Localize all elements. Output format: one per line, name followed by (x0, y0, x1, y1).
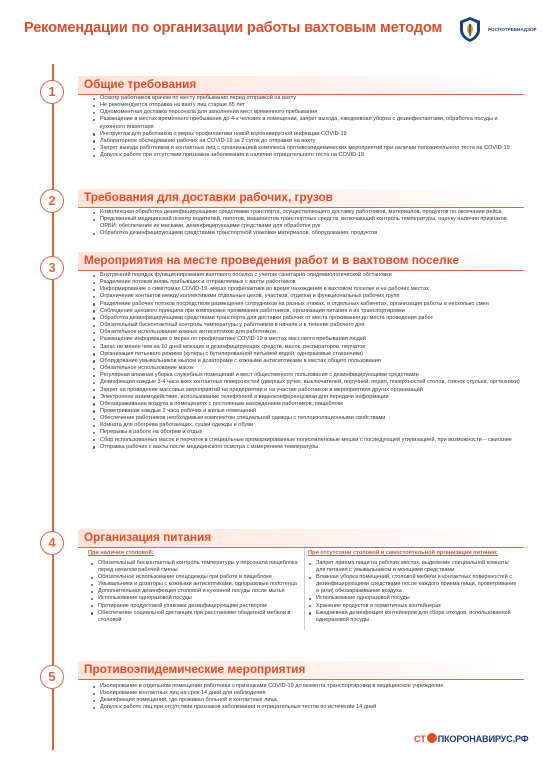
list-item: Оборудование умывальников мылом и дозаторами с кожными антисептиками в местах общего пользования (92, 358, 522, 365)
without-canteen-heading: При отсутствии столовой и самостоятельной организации питания: (308, 550, 498, 556)
list-item: Обработка дезинфицирующими средствами транспортной упаковки материалов, оборудования, продуктов (92, 230, 522, 237)
section-items (92, 272, 522, 451)
list-item: Обязательное использование кожных антисептиков для работников (92, 329, 522, 336)
list-item: Изолирование в отдельном помещении работника с признаками COVID-19 до момента транспортировки в медицинское учреждение (92, 683, 522, 690)
list-item: Соблюдение цехового принципа при компоновке проживания работников, организации питания и их транспортировки (92, 308, 522, 315)
list-item: Сбор использованных масок и перчаток в специальные промаркированные полиэтиленовые мешки с последующей утилизацией, при возможности – сжигание (92, 437, 522, 444)
section-items (92, 95, 522, 159)
list-item: Регулярная влажная уборка служебных помещений и мест общественного пользования с дезинфицирующими средствами (92, 372, 522, 379)
rospotrebnadzor-emblem-icon (455, 14, 485, 44)
list-item: Обязательное использование спецодежды при работе в пищеблоке (90, 574, 300, 581)
list-item: Обеспечение социальной дистанции при расстановке обеденной мебели в столовой (90, 610, 300, 624)
list-item: Комплексная обработка дезинфицирующими средствами транспорта, осуществляющего доставку работников, материалов, продуктов по окончании рейса (92, 209, 522, 216)
section-title: Противоэпидемические мероприятия (84, 662, 306, 676)
section-number: 4 (40, 531, 64, 555)
page-header (0, 0, 543, 58)
rospotrebnadzor-logo-text: РОСПОТРЕБНАДЗОР (488, 27, 537, 32)
section-items (92, 683, 522, 712)
section-items (92, 209, 522, 238)
list-item: Осмотр работников врачом по месту пребывания перед отправкой на вахту (92, 95, 522, 102)
section-number: 1 (40, 80, 64, 104)
list-item: Предсменный медицинский осмотр водителей, пилотов, машинистов транспортных средств, включающий контроль температуры, оценку наличия признаков ОРВИ; обеспечение их масками, дезинфицирующими средствами для обработки рук (92, 216, 522, 230)
with-canteen-heading: При наличии столовой: (88, 550, 154, 556)
list-item: Перерывы в работе на обогрев и отдых (92, 429, 522, 436)
list-item: Электронное взаимодействие, использование телефонной и видеоконференцсвязи для передачи информации (92, 394, 522, 401)
section-title: Требования для доставки рабочих, грузов (84, 190, 333, 204)
list-item: Размещение информации о мерах по профилактике COVID-19 в местах массового пребывания людей (92, 336, 522, 343)
section-header (78, 252, 524, 271)
list-item: Обязательный бесконтактный контроль температуры у персонала пищеблока перед началом рабочей смены (90, 560, 300, 574)
stopkoronavirus-logo (414, 733, 528, 744)
stop-circle-icon (427, 733, 437, 743)
section-number: 5 (40, 665, 64, 689)
list-item: Разделение рабочих потоков посредством размещения сотрудников на разных этажах, в отдельных кабинетах, организация работы в несколько смен (92, 301, 522, 308)
section-header (78, 76, 524, 95)
list-item: Ежедневная дезинфекция контейнеров для сбора отходов, использованной одноразовой посуды (308, 610, 518, 624)
list-item: Обеззараживание воздуха в помещениях с постоянным нахождением работников, пищеблоке (92, 401, 522, 408)
column-divider (304, 548, 305, 630)
list-item: Лабораторное обследование рабочих на COVID-19 за 2 суток до отправки на вахту (92, 138, 522, 145)
list-item: Запрет на проведение массовых мероприятий на предприятии и на участие работников в мероприятиях других организаций (92, 387, 522, 394)
list-item: Комната для обогрева работающих, сушки одежды и обуви (92, 422, 522, 429)
list-item: Обязательный бесконтактный контроль температуры у работников в начале и в течение рабочего дня (92, 322, 522, 329)
list-item: Дезинфекция помещений, где проживал больной и контактные лица (92, 697, 522, 704)
list-item: Протирание продуктовой упаковки дезинфицирующим раствором (90, 603, 300, 610)
section-title: Мероприятия на месте проведения работ и в вахтовом поселке (84, 253, 460, 267)
list-item: Изолирование контактных лиц на срок 14 дней для наблюдения (92, 690, 522, 697)
list-item: Использование одноразовой посуды (90, 595, 300, 602)
list-item: Дополнительная дезинфекция столовой и кухонной посуды после мытья (90, 588, 300, 595)
section-number: 2 (40, 189, 64, 213)
list-item: Дезинфекция каждые 3-4 часа всех контактных поверхностей (дверных ручек, выключателей, поручней, перил, поверхностей столов, спинок стульев, оргтехники) (92, 379, 522, 386)
list-item: Ограничение контактов между коллективами отдельных цехов, участков, отделов и функциональных рабочих групп (92, 293, 522, 300)
list-item: Одномоментная доставка персонала для заполнения мест временного пребывания (92, 109, 522, 116)
list-item: Влажная уборка помещений, столовой мебели и контактных поверхностей с дезинфицирующими средствами после каждого приема пищи, проветривание и (или) обеззараживание воздуха (308, 574, 518, 595)
list-item: Запрет приема пищи на рабочих местах, выделение специальной комнаты для питания с умывальником и моющими средствами (308, 560, 518, 574)
list-item: Запрет выезда работников и контактных лиц с организацией комплекса противоэпидемических мероприятий при наличии положительного теста на COVID-19 (92, 145, 522, 152)
list-item: Использование одноразовой посуды (308, 595, 518, 602)
list-item: Инструктаж для работников о мерах профилактики новой коронавирусной инфекции COVID-19 (92, 131, 522, 138)
list-item: Отправка рабочих с вахты после медицинского осмотра с измерением температуры (92, 444, 522, 451)
list-item: Информирование о симптомах COVID-19, мерах профилактики во время нахождения в вахтовом поселке и на рабочих местах (92, 286, 522, 293)
section-title: Организация питания (84, 530, 212, 544)
list-item: Проветривание каждые 2 часа рабочих и жилых помещений (92, 408, 522, 415)
list-item: Обработка дезинфицирующими средствами транспорта для доставки рабочих от места проживания до места проведения работ (92, 315, 522, 322)
list-item: Хранение продуктов в герметичных контейнерах (308, 603, 518, 610)
without-canteen-items (308, 560, 518, 624)
page-title: Рекомендации по организации работы вахтовым методом (24, 20, 443, 36)
section-header (78, 189, 524, 208)
with-canteen-items (90, 560, 300, 624)
list-item: Организация питьевого режима (кулеры с бутилированной питьевой водой, одноразовые стаканчики) (92, 351, 522, 358)
timeline-line (52, 64, 54, 750)
logo-prefix: СТ (414, 734, 426, 744)
list-item: Внутренний порядок функционирования вахтового поселка с учетом санитарно-эпидемиологической обстановки (92, 272, 522, 279)
section-header (78, 661, 524, 680)
list-item: Не рекомендуется отправка на вахту лиц старше 65 лет (92, 102, 522, 109)
section-header (78, 529, 524, 548)
section-title: Общие требования (84, 77, 197, 91)
list-item: Обеспечение работников необходимым комплектом специальной одежды с теплоизоляционными свойствами (92, 415, 522, 422)
list-item: Умывальники и дозаторы с кожными антисептиками, одноразовые полотенца (90, 581, 300, 588)
list-item: Разделение потоков вновь прибывших и отправляемых с вахты работников (92, 279, 522, 286)
list-item: Допуск к работе лиц при отсутствии признаков заболевания и отрицательных тестов по истечении 14 дней (92, 704, 522, 711)
list-item: Запас не менее чем на 10 дней моющих и дезинфицирующих средств, масок, респираторов, перчаток (92, 344, 522, 351)
list-item: Обязательное использование масок (92, 365, 522, 372)
logo-suffix: ПКОРОНАВИРУС.РФ (437, 734, 529, 744)
list-item: Размещение в местах временного пребывания до 4-х человек в помещении, запрет выхода, ежедневная уборка с дезинфектантами, обработка посуды и кухонного инвентаря (92, 116, 522, 130)
list-item: Допуск к работе при отсутствии признаков заболевания и наличии отрицательного теста на COVID-19 (92, 152, 522, 159)
section-number: 3 (40, 256, 64, 280)
